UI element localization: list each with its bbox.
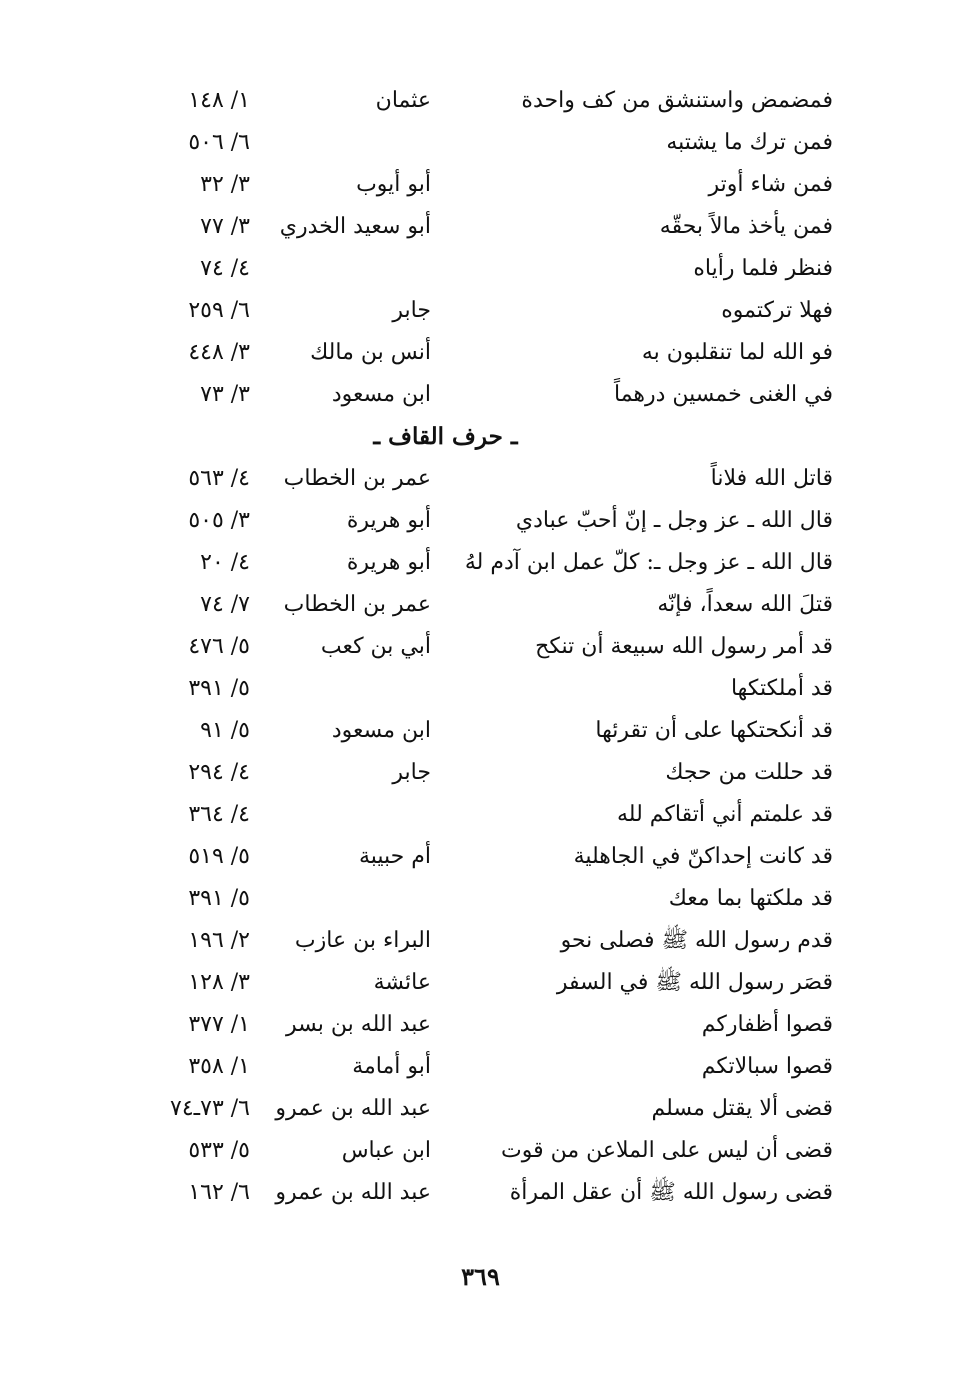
narrator-name: جابر — [392, 760, 431, 785]
narrator-name: عبد الله بن بسر — [286, 1012, 431, 1037]
index-row — [0, 80, 961, 122]
index-row — [0, 710, 961, 752]
hadith-text: قد حللت من حجك — [665, 760, 833, 785]
index-row — [0, 332, 961, 374]
index-row — [0, 1004, 961, 1046]
hadith-text: فمضمض واستنشق من كف واحدة — [521, 88, 833, 113]
volume-page-reference: ٣/ ١٢٨ — [188, 970, 250, 995]
hadith-text: قال الله ـ عز وجل ـ إنّ أحبّ عبادي — [515, 508, 833, 533]
index-row — [0, 584, 961, 626]
volume-page-reference: ٥/ ٤٧٦ — [188, 634, 250, 659]
hadith-text: قد أنكحتكها على أن تقرئها — [595, 718, 833, 743]
narrator-name: عمر بن الخطاب — [283, 466, 431, 491]
hadith-text: قضى أن ليس على الملاعن من قوت — [501, 1138, 833, 1163]
volume-page-reference: ٥/ ٥٣٣ — [188, 1138, 250, 1163]
index-row — [0, 248, 961, 290]
hadith-text: قتلَ الله سعداً، فإنّه — [657, 592, 833, 617]
hadith-text: قضى ألا يقتل مسلم — [651, 1096, 833, 1121]
index-row — [0, 542, 961, 584]
hadith-text: قد أمر رسول الله سبيعة أن تنكح — [535, 634, 833, 659]
narrator-name: أبو هريرة — [346, 508, 431, 533]
volume-page-reference: ٤/ ٣٦٤ — [188, 802, 250, 827]
narrator-name: ابن عباس — [341, 1138, 431, 1163]
volume-page-reference: ٧/ ٧٤ — [200, 592, 250, 617]
narrator-name: عبد الله بن عمرو — [275, 1096, 431, 1121]
index-row — [0, 1046, 961, 1088]
hadith-text: قاتل الله فلاناً — [710, 466, 833, 491]
narrator-name: عمر بن الخطاب — [283, 592, 431, 617]
hadith-text: فمن يأخذ مالاً بحقّه — [659, 214, 833, 239]
volume-page-reference: ٥/ ٣٩١ — [188, 676, 250, 701]
hadith-text: في الغنى خمسين درهماً — [613, 382, 833, 407]
index-row — [0, 1130, 961, 1172]
index-row — [0, 668, 961, 710]
volume-page-reference: ٦/ ٢٥٩ — [188, 298, 250, 323]
volume-page-reference: ٣/ ٤٤٨ — [188, 340, 250, 365]
volume-page-reference: ٦/ ١٦٢ — [188, 1180, 250, 1205]
hadith-text: قال الله ـ عز وجل ـ: كلّ عمل ابن آدم لهُ — [464, 550, 833, 575]
hadith-text: قضى رسول الله ﷺ أن عقل المرأة — [509, 1180, 833, 1205]
hadith-text: قد أملكتكها — [730, 676, 833, 701]
narrator-name: أنس بن مالك — [310, 340, 431, 365]
volume-page-reference: ٦/ ٥٠٦ — [188, 130, 250, 155]
volume-page-reference: ٣/ ٣٢ — [200, 172, 250, 197]
volume-page-reference: ٣/ ٧٧ — [200, 214, 250, 239]
hadith-index-list — [0, 80, 961, 1214]
hadith-text: فو الله لما تنقلبون به — [641, 340, 833, 365]
narrator-name: عبد الله بن عمرو — [275, 1180, 431, 1205]
volume-page-reference: ٦/ ٧٣ـ٧٤ — [170, 1096, 250, 1121]
index-row — [0, 878, 961, 920]
volume-page-reference: ٥/ ٥١٩ — [188, 844, 250, 869]
index-row — [0, 164, 961, 206]
index-row — [0, 962, 961, 1004]
section-title: ـ حرف القاف ـ — [373, 423, 518, 450]
volume-page-reference: ٥/ ٣٩١ — [188, 886, 250, 911]
index-row — [0, 458, 961, 500]
hadith-text: قد علمتم أني أتقاكم لله — [617, 802, 833, 827]
narrator-name: عثمان — [375, 88, 431, 113]
page-number: ٣٦٩ — [461, 1262, 500, 1291]
hadith-text: قصوا أظفاركم — [701, 1012, 833, 1037]
narrator-name: أبو هريرة — [346, 550, 431, 575]
volume-page-reference: ١/ ٣٥٨ — [188, 1054, 250, 1079]
narrator-name: أبو سعيد الخدري — [279, 214, 431, 239]
hadith-text: فمن شاء أوتر — [708, 172, 833, 197]
hadith-text: قدم رسول الله ﷺ فصلى نحو — [560, 928, 833, 953]
narrator-name: أم حبيبة — [358, 844, 431, 869]
hadith-text: قد كانت إحداكنّ في الجاهلية — [573, 844, 833, 869]
index-row — [0, 1172, 961, 1214]
volume-page-reference: ٢/ ١٩٦ — [188, 928, 250, 953]
index-row — [0, 206, 961, 248]
narrator-name: جابر — [392, 298, 431, 323]
volume-page-reference: ١/ ١٤٨ — [188, 88, 250, 113]
index-row — [0, 794, 961, 836]
index-row — [0, 920, 961, 962]
hadith-text: قد ملكتها بما معك — [668, 886, 833, 911]
index-row — [0, 290, 961, 332]
volume-page-reference: ٤/ ٥٦٣ — [188, 466, 250, 491]
index-row — [0, 500, 961, 542]
narrator-name: عائشة — [373, 970, 431, 995]
narrator-name: أبو أمامة — [352, 1054, 431, 1079]
volume-page-reference: ٣/ ٥٠٥ — [188, 508, 250, 533]
hadith-text: فمن ترك ما يشتبه — [666, 130, 833, 155]
index-row — [0, 122, 961, 164]
hadith-text: قصوا سبالاتكم — [701, 1054, 833, 1079]
narrator-name: أبو أيوب — [356, 172, 431, 197]
hadith-text: فنظر فلما رأياه — [693, 256, 833, 281]
volume-page-reference: ٤/ ٢٠ — [200, 550, 250, 575]
volume-page-reference: ٤/ ٧٤ — [200, 256, 250, 281]
index-row — [0, 752, 961, 794]
volume-page-reference: ١/ ٣٧٧ — [188, 1012, 250, 1037]
volume-page-reference: ٣/ ٧٣ — [200, 382, 250, 407]
narrator-name: أبي بن كعب — [320, 634, 431, 659]
index-row — [0, 374, 961, 416]
hadith-text: قصَر رسول الله ﷺ في السفر — [556, 970, 833, 995]
section-heading — [0, 416, 961, 458]
narrator-name: ابن مسعود — [331, 382, 431, 407]
volume-page-reference: ٤/ ٢٩٤ — [188, 760, 250, 785]
index-row — [0, 836, 961, 878]
index-row — [0, 626, 961, 668]
hadith-text: فهلا تركتموه — [721, 298, 833, 323]
narrator-name: البراء بن عازب — [294, 928, 431, 953]
index-row — [0, 1088, 961, 1130]
narrator-name: ابن مسعود — [331, 718, 431, 743]
volume-page-reference: ٥/ ٩١ — [200, 718, 250, 743]
